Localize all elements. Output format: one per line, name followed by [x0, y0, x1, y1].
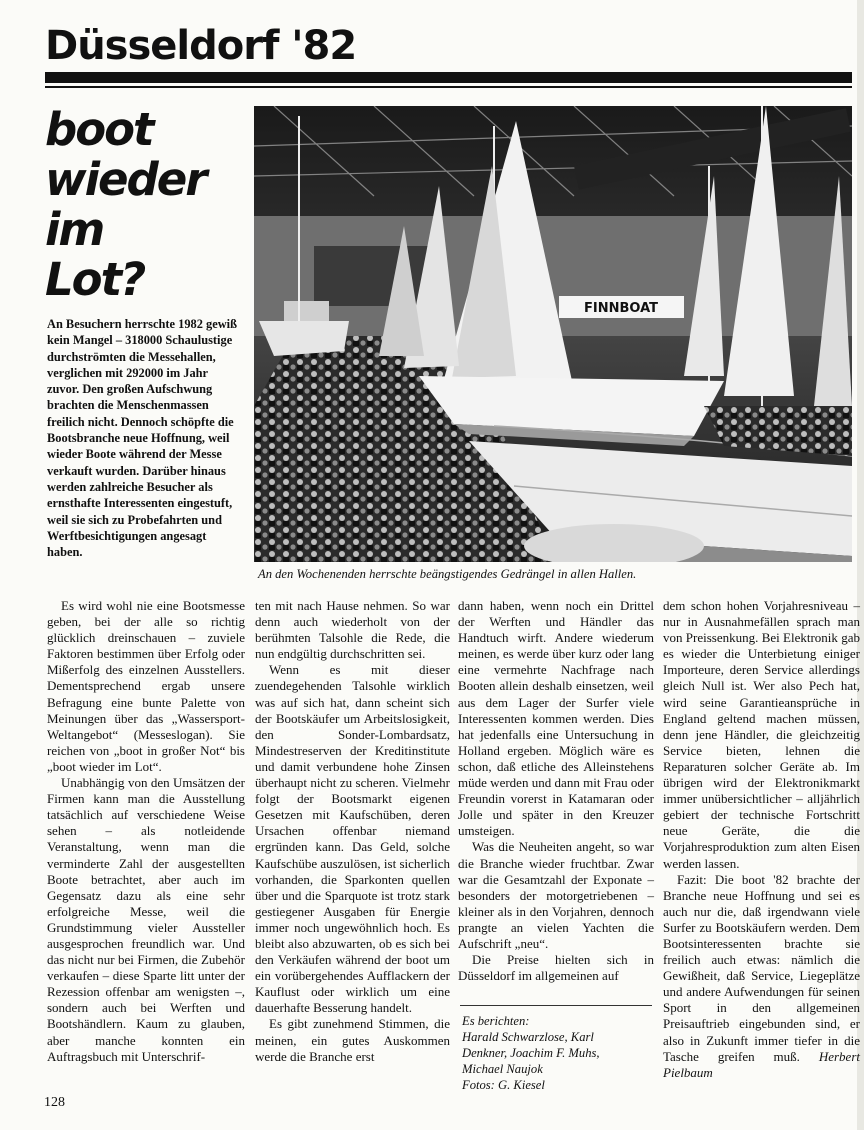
body-paragraph: dann haben, wenn noch ein Drittel der Werften und Händler das Handtuch wirft. Andere wiederum meinen, es werde über kurz oder lang eine vermehrte Nachfrage nach Booten allein deshalb einsetzen, weil aus dem Lager der Surfer viele Interessenten kommen werden. Dies hat jedenfalls eine Untersuchung in Holland ergeben. Möglich wäre es schon, daß etliche des Alleinstehens müde werden und dann mit Frau oder Freundin vorerst in Katamaran oder Jolle und später in den Kreuzer umsteigen.: [458, 598, 654, 839]
headline-line: wieder: [45, 153, 206, 206]
body-paragraph: Die Preise hielten sich in Düsseldorf im allgemeinen auf: [458, 952, 654, 984]
photo-caption: An den Wochenenden herrschte beängstigendes Gedrängel in allen Hallen.: [258, 567, 637, 581]
credits-line: Michael Naujok: [462, 1062, 543, 1076]
body-paragraph: Es wird wohl nie eine Bootsmesse geben, bei der alle so richtig glücklich dreinschauen – zuviele Faktoren bestimmen über Erfolg oder Mißerfolg des einzelnen Ausstellers. Dementsprechend ergab unsere Befragung eine bunte Palette von Meinungen über das „Wassersport-Weltangebot“ (Messeslogan). Sie reichen von „boot in großer Not“ bis „boot wieder im Lot“.: [47, 598, 245, 774]
page-number: 128: [44, 1095, 65, 1110]
body-paragraph: Es gibt zunehmend Stimmen, die meinen, ein gutes Auskommen werde die Branche erst: [255, 1016, 450, 1064]
headline: [45, 105, 245, 305]
credits-line: Harald Schwarzlose, Karl: [462, 1030, 594, 1044]
boat-show-photo: [254, 106, 852, 562]
closing-paragraph-text: Fazit: Die boot '82 brachte der Branche neue Hoffnung und sei es auch nur die, daß irgendwann viele Surfer zu Bootskäufern werden. Dem Bootsinteressenten brachte sie freilich auch etwas: nämlich die Gewißheit, daß Service, Liegeplätze und andere Aufwendungen für seinen Sport in den allgemeinen Preisauftrieb eingebunden sind, er also in Zukunft immer tiefer in die Tasche greifen muß.: [663, 871, 860, 1064]
credits-line: Denkner, Joachim F. Muhs,: [462, 1046, 600, 1060]
body-paragraph: Wenn es mit dieser zuendegehenden Talsohle wirklich was auf sich hat, dann scheint sich der Bootskäufer um Arbeitslosigkeit, den Sonder-Lombardsatz, Mindestreserven der Kreditinstitute und damit verbundene hohe Zinsen überhaupt nicht zu scheren. Vielmehr folgt der Bootsmarkt eigenen Gesetzen mit Kaufschüben, deren Ursachen offenbar niemand ergründen kann. Das Geld, solche Kaufschübe auszulösen, ist sicherlich vorhanden, die Sparkonten quellen über und die Sparquote ist trotz stark gestiegener Ausgaben für Energie immer noch ungewöhnlich hoch. Es bleibt also abzuwarten, ob es sich bei den Verkäufen während der boot um ein vorübergehendes Aufflackern der Kauflust oder wirklich um eine dauerhafte Besserung handelt.: [255, 662, 450, 1016]
reporter-credits: [462, 1013, 652, 1093]
headline-line: boot: [45, 103, 153, 156]
masthead-rule: [45, 72, 852, 83]
body-paragraph: [663, 872, 860, 1081]
credits-divider: [460, 1005, 652, 1006]
body-paragraph: dem schon hohen Vorjahresniveau – nur in Ausnahmefällen sprach man von Preissenkung. Bei Elektronik gab es wieder die Unterbietung einiger Importeure, deren Service allerdings gleich Null ist. Wer also Pech hat, wird seine Garantieansprüche in England geltend machen müssen, denn jene Händler, die gleichzeitig Service bieten, lehnen die Reparaturen solcher Geräte ab. Im übrigen wird der Elektronikmarkt immer unübersichtlicher – alljährlich gebiert der technische Fortschritt neue Geräte, die die Vorjahresproduktion zum alten Eisen werden lassen.: [663, 598, 860, 871]
headline-line: im: [45, 203, 104, 256]
body-paragraph: Unabhängig von den Umsätzen der Firmen kann man die Ausstellung tatsächlich auf verschiedene Weise sehen – als notleidende Veranstaltung, wenn man die verminderte Zahl der ausgestellten Boote betrachtet, aber auch im Gegensatz dazu als eine sehr erfolgreiche Messe, weil die Grundstimmung vieler Aussteller ausgesprochen freundlich war. Und das nicht nur bei Firmen, die Zubehör verkaufen – diese Sparte litt unter der Rezession offenbar am wenigsten –, sondern auch bei Werften und Bootshändlern. Kaum zu glauben, aber manche konnten ein Auftragsbuch mit Unterschrif-: [47, 775, 245, 1064]
credits-line: Es berichten:: [462, 1014, 530, 1028]
article-column-3: [458, 598, 654, 984]
masthead-rule-thin: [45, 86, 852, 88]
masthead-title: Düsseldorf '82: [45, 23, 357, 69]
lead-paragraph: An Besuchern herrschte 1982 gewiß kein Mangel – 318000 Schaulustige durchströmten die Messehallen, verglichen mit 292000 im Jahr zuvor. Den großen Aufschwung brachten die Menschenmassen freilich nicht. Dennoch schöpfte die Bootsbranche neue Hoffnung, weil wieder Boote während der Messe verkauft wurden. Darüber hinaus werden zahlreiche Besucher als ernsthafte Interessenten eingestuft, weil sie sich zu Probefahrten und Werftbesichtigungen angesagt haben.: [47, 317, 237, 560]
article-column-1: [47, 598, 245, 1065]
credits-line: Fotos: G. Kiesel: [462, 1078, 545, 1092]
body-paragraph: ten mit nach Hause nehmen. So war denn auch wiederholt von der berühmten Talsohle die Rede, die nun endgültig durchschritten sei.: [255, 598, 450, 662]
article-column-2: [255, 598, 450, 1065]
article-column-4: [663, 598, 860, 1081]
boat-show-photo-illustration: [254, 106, 852, 562]
body-paragraph: Was die Neuheiten angeht, so war die Branche wieder fruchtbar. Zwar war die Gesamtzahl der Exponate – besonders der motorgetriebenen – kleiner als in den Vorjahren, dennoch prangte an vielen Yachten die Aufschrift „neu“.: [458, 839, 654, 951]
author-signature: Herbert Pielbaum: [663, 1048, 861, 1080]
headline-line: Lot?: [45, 253, 145, 306]
finnboat-sign: FINNBOAT: [583, 301, 659, 316]
